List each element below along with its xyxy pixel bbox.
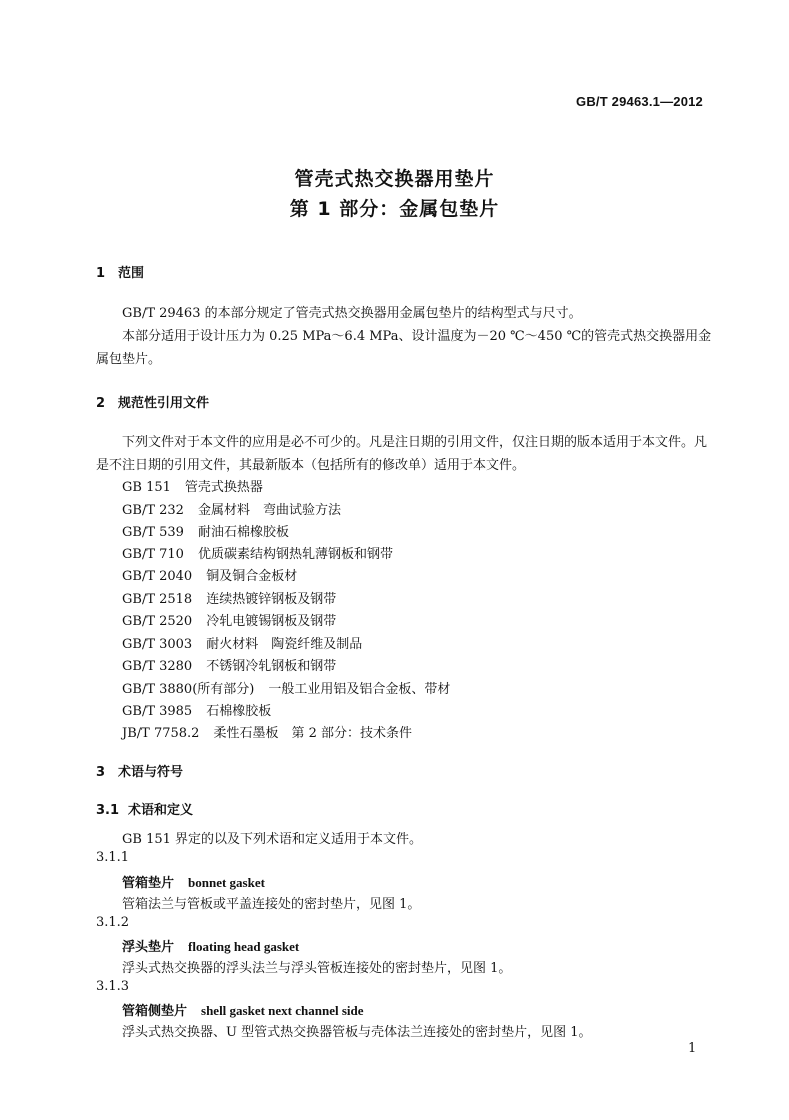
term-chinese: 管箱侧垫片 [122,1004,188,1019]
term-definition: 浮头式热交换器的浮头法兰与浮头管板连接处的密封垫片，见图 1。 [122,961,512,976]
standard-number: GB/T 29463.1—2012 [576,94,703,109]
reference-item [122,588,336,607]
section-heading-terms [96,761,183,780]
section-number: 1 [96,266,106,281]
reference-title: 耐油石棉橡胶板 [197,525,289,540]
reference-code: GB/T 2518 [122,592,193,607]
scope-paragraph-2: 本部分适用于设计压力为 0.25 MPa～6.4 MPa、设计温度为－20 ℃～450 ℃的管壳式热交换器用金属包垫片。 [96,329,712,367]
reference-title: 石棉橡胶板 [206,704,272,719]
subsection-title: 术语和定义 [128,803,194,818]
reference-item [122,521,289,540]
term-english: shell gasket next channel side [201,1003,364,1018]
reference-code: GB/T 3003 [122,637,193,652]
reference-item [122,678,450,697]
reference-item [122,722,412,741]
reference-code: GB/T 232 [122,503,184,518]
normative-intro: 下列文件对于本文件的应用是必不可少的。凡是注日期的引用文件，仅注日期的版本适用于本文件。凡是不注日期的引用文件，其最新版本（包括所有的修改单）适用于本文件。 [96,435,708,473]
reference-item [122,655,336,674]
scope-paragraph-1: GB/T 29463 的本部分规定了管壳式热交换器用金属包垫片的结构型式与尺寸。 [122,306,582,321]
section-title: 范围 [118,266,145,281]
reference-code: GB/T 3280 [122,659,193,674]
reference-title: 冷轧电镀锡钢板及钢带 [206,614,337,629]
reference-code: JB/T 7758.2 [122,726,200,741]
reference-title: 优质碳素结构钢热轧薄钢板和钢带 [197,547,393,562]
reference-title: 耐火材料 陶瓷纤维及制品 [206,637,363,652]
reference-item [122,499,341,518]
term-english: bonnet gasket [188,875,265,890]
reference-item [122,700,271,719]
document-subtitle: 第 1 部分：金属包垫片 [289,198,500,220]
section-number: 2 [96,396,106,411]
term-chinese: 浮头垫片 [122,940,175,955]
reference-code: GB/T 3985 [122,704,193,719]
reference-code: GB 151 [122,480,171,495]
term-heading [122,936,299,955]
reference-code: GB/T 710 [122,547,184,562]
term-heading [122,1000,364,1019]
reference-code: GB/T 3880(所有部分) [122,682,255,697]
term-definition: 浮头式热交换器、U 型管式热交换器管板与壳体法兰连接处的密封垫片，见图 1。 [122,1025,592,1040]
reference-title: 柔性石墨板 第 2 部分：技术条件 [213,726,412,741]
subsection-heading-definitions [96,799,193,818]
reference-code: GB/T 2040 [122,569,193,584]
term-number: 3.1.1 [96,850,130,865]
term-heading [122,872,265,891]
section-number: 3 [96,765,106,780]
section-heading-scope [96,262,144,281]
reference-item [122,610,336,629]
term-english: floating head gasket [188,939,300,954]
terms-intro: GB 151 界定的以及下列术语和定义适用于本文件。 [122,832,423,847]
reference-title: 一般工业用铝及铝合金板、带材 [268,682,451,697]
reference-title: 管壳式换热器 [184,480,263,495]
reference-item [122,476,263,495]
document-title: 管壳式热交换器用垫片 [294,168,495,190]
reference-code: GB/T 2520 [122,614,193,629]
term-number: 3.1.2 [96,915,130,930]
reference-item [122,543,393,562]
section-heading-normative [96,392,209,411]
reference-title: 连续热镀锌钢板及钢带 [206,592,337,607]
term-chinese: 管箱垫片 [122,876,175,891]
term-definition: 管箱法兰与管板或平盖连接处的密封垫片，见图 1。 [122,897,421,912]
reference-item [122,565,297,584]
page-number: 1 [688,1041,697,1056]
section-title: 规范性引用文件 [118,396,210,411]
reference-title: 铜及铜合金板材 [206,569,298,584]
section-title: 术语与符号 [118,765,184,780]
reference-title: 金属材料 弯曲试验方法 [197,503,341,518]
subsection-number: 3.1 [96,803,120,818]
term-number: 3.1.3 [96,979,130,994]
reference-title: 不锈钢冷轧钢板和钢带 [206,659,337,674]
reference-code: GB/T 539 [122,525,184,540]
reference-item [122,633,362,652]
